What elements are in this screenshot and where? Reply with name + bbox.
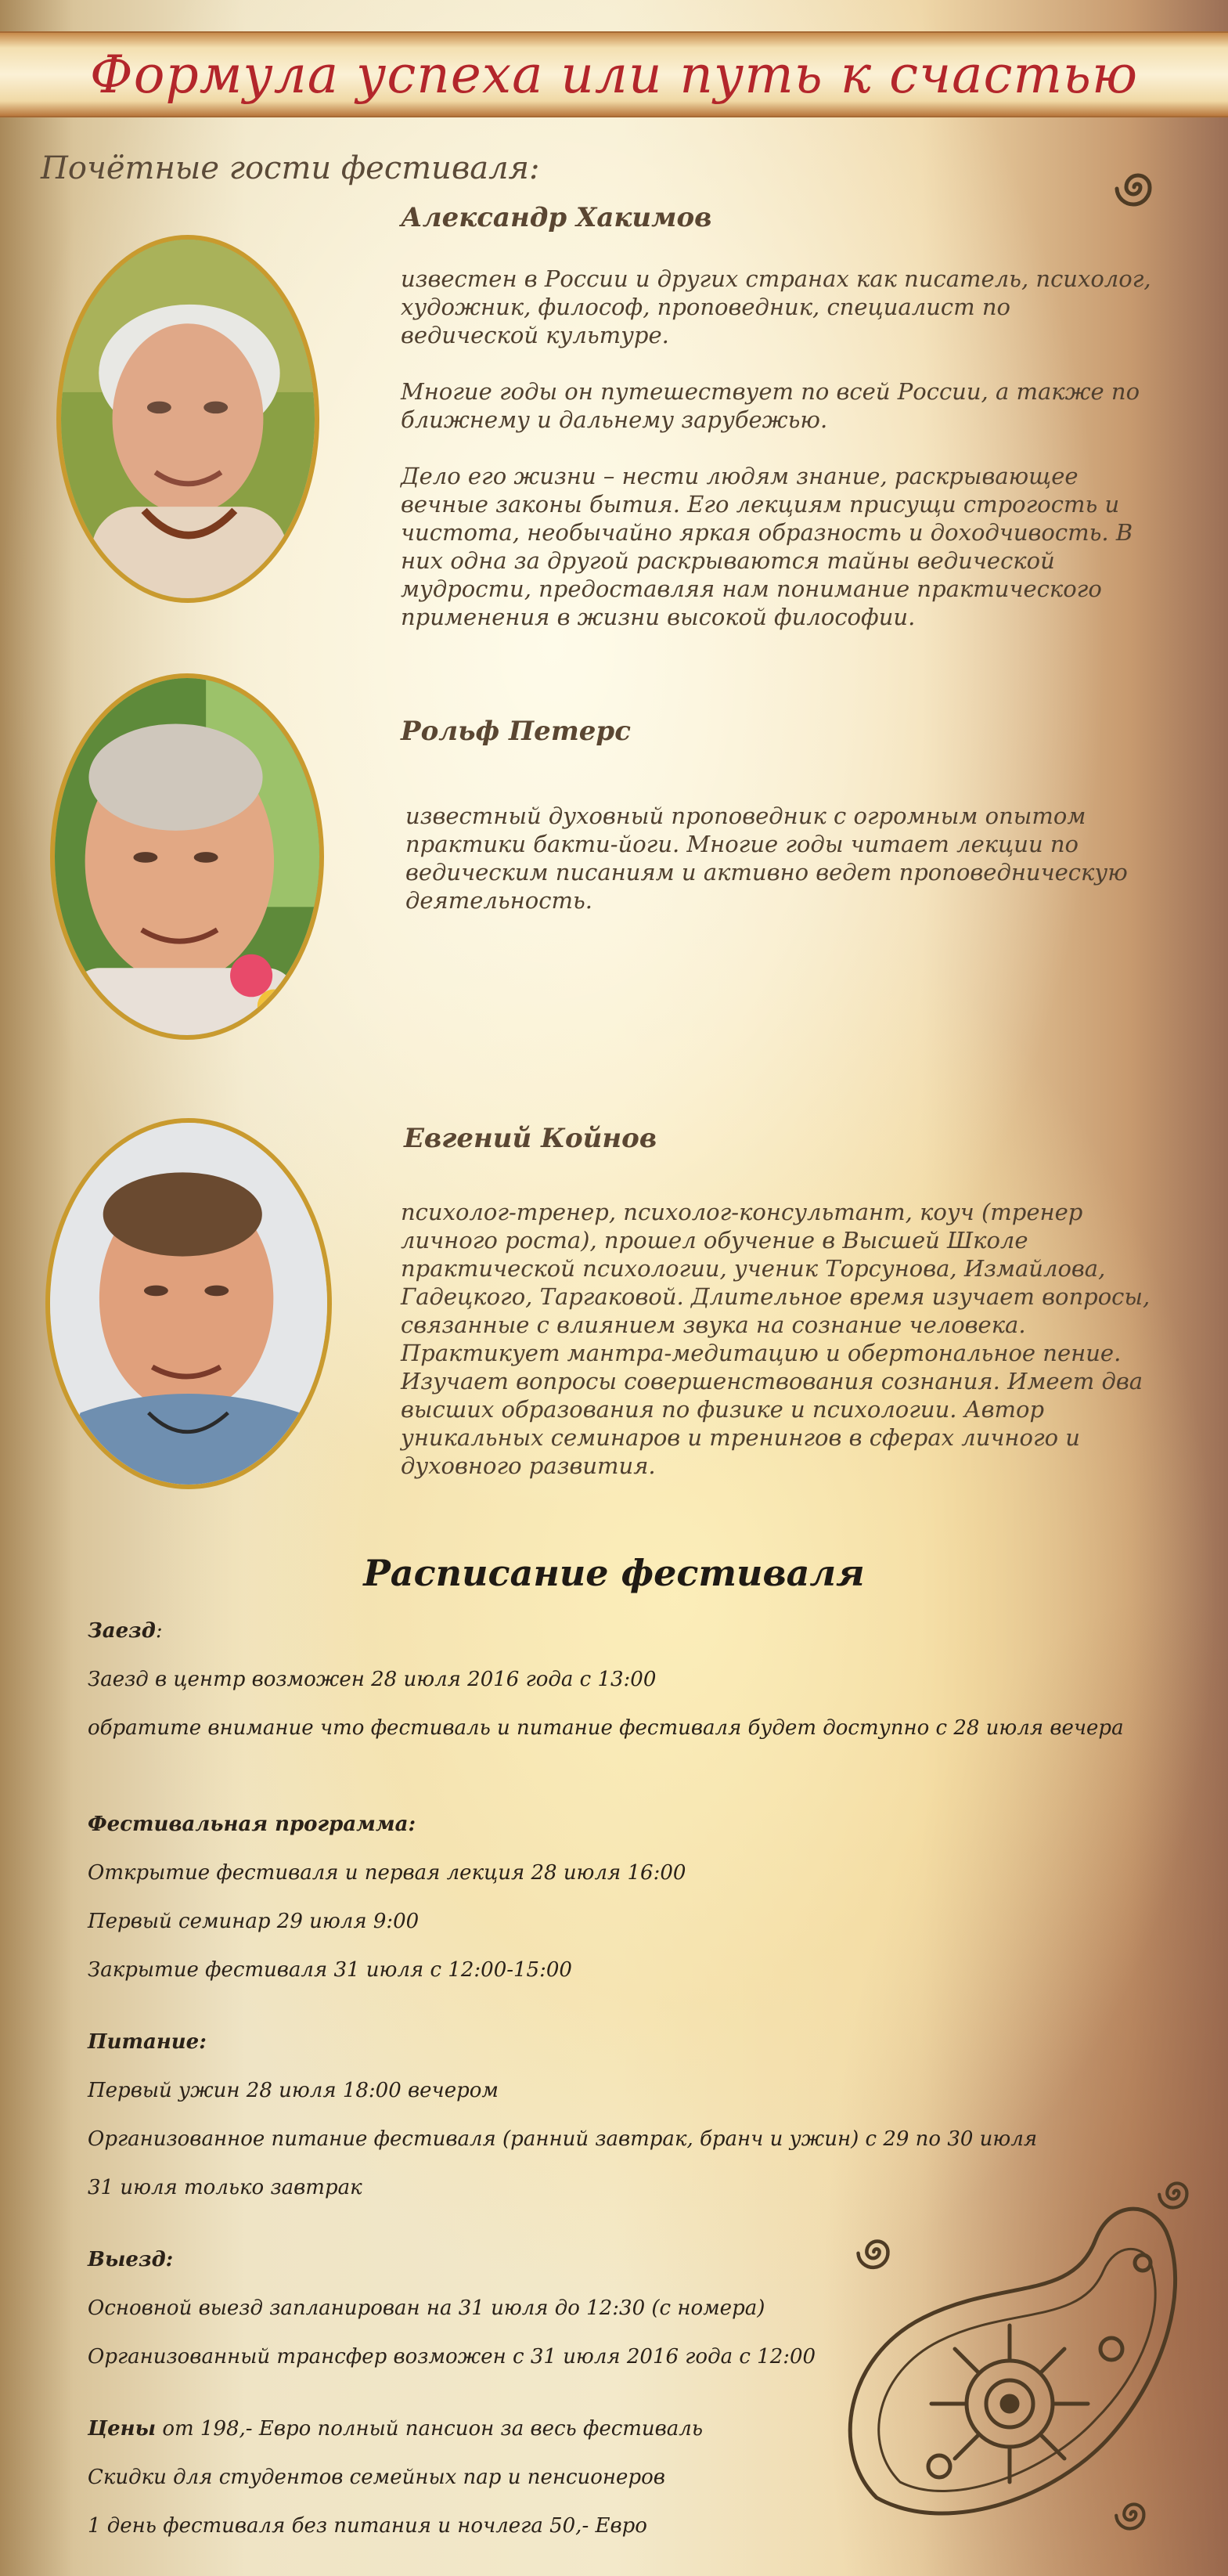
portrait-image <box>61 240 315 598</box>
schedule-line: 31 июля только завтрак <box>88 2176 362 2199</box>
guest-bio-khakimov <box>401 265 1152 631</box>
schedule-line: Первый ужин 28 июля 18:00 вечером <box>88 2079 499 2102</box>
guest-photo-koinov <box>45 1118 332 1489</box>
schedule-heading-departure: Выезд: <box>88 2248 174 2271</box>
swirl-ornament-icon <box>853 2230 900 2274</box>
schedule-line: Скидки для студентов семейных пар и пенсионеров <box>88 2466 665 2489</box>
bio-paragraph: известный духовный проповедник с огромным опытом практики бакти-йоги. Многие годы читает лекции по ведическим писаниям и активно ведет проповедническую деятельность. <box>405 803 1128 914</box>
bio-paragraph: психолог-тренер, психолог-консультант, коуч (тренер личного роста), прошел обучение в Высшей Школе практической психологии, ученик Торсунова, Измайлова, Гадецкого, Таргаковой. Длительное время изучает вопросы, связанные с влиянием звука на сознание человека. Практикует мантра-медитацию и обертональное пение. Изучает вопросы совершенствования сознания. Имеет два высших образования по физике и психологии. Автор уникальных семинаров и тренингов в сферах личного и духовного развития. <box>401 1199 1151 1479</box>
schedule-line: 1 день фестиваля без питания и ночлега 50,- Евро <box>88 2514 647 2538</box>
schedule-line: обратите внимание что фестиваль и питание фестиваля будет доступно с 28 июля вечера <box>88 1716 1124 1740</box>
schedule-heading-arrival: Заезд: <box>88 1619 163 1643</box>
schedule-line: Организованный трансфер возможен с 31 июля 2016 года с 12:00 <box>88 2345 816 2369</box>
schedule-heading-prices: Цены от 198,- Евро полный пансион за весь фестиваль <box>88 2417 704 2441</box>
schedule-line: Первый семинар 29 июля 9:00 <box>88 1910 420 1933</box>
guest-photo-peters <box>50 673 324 1040</box>
swirl-ornament-icon <box>1154 2173 1198 2213</box>
bio-paragraph: известен в России и других странах как писатель, психолог, художник, философ, проповедник, специалист по ведической культуре. <box>401 265 1151 348</box>
schedule-line: Закрытие фестиваля 31 июля с 12:00-15:00 <box>88 1958 572 1982</box>
guest-name-peters: Рольф Петерс <box>401 716 631 747</box>
page-title: Формула успеха или путь к счастью <box>89 44 1139 105</box>
paisley-ornament-icon <box>814 2169 1205 2545</box>
bio-paragraph: Многие годы он путешествует по всей России, а также по ближнему и дальнему зарубежью. <box>401 378 1140 433</box>
guest-name-khakimov: Александр Хакимов <box>401 202 712 233</box>
schedule-line: Организованное питание фестиваля (ранний завтрак, бранч и ужин) с 29 по 30 июля <box>88 2127 1038 2151</box>
title-banner <box>0 31 1228 117</box>
guest-bio-peters <box>405 802 1133 915</box>
guest-bio-koinov <box>401 1198 1152 1480</box>
swirl-ornament-icon <box>1111 2494 1155 2535</box>
bio-paragraph: Дело его жизни – нести людям знание, раскрывающее вечные законы бытия. Его лекциям присущи строгость и чистота, необычайно яркая образность и доходчивость. В них одна за другой раскрываются тайны ведической мудрости, предоставляя нам понимание практического применения в жизни высокой философии. <box>401 463 1133 630</box>
schedule-line: Открытие фестиваля и первая лекция 28 июля 16:00 <box>88 1861 686 1885</box>
portrait-image <box>50 1123 327 1485</box>
guest-name-koinov: Евгений Койнов <box>404 1123 657 1154</box>
schedule-heading-food: Питание: <box>88 2030 207 2054</box>
schedule-title: Расписание фестиваля <box>363 1552 865 1594</box>
schedule-line: Основной выезд запланирован на 31 июля до 12:30 (с номера) <box>88 2296 765 2320</box>
swirl-ornament-icon <box>1111 163 1163 211</box>
portrait-image <box>55 678 319 1035</box>
schedule-line: Заезд в центр возможен 28 июля 2016 года с 13:00 <box>88 1668 657 1691</box>
guest-photo-khakimov <box>56 235 319 603</box>
schedule-heading-program: Фестивальная программа: <box>88 1813 416 1836</box>
guests-heading: Почётные гости фестиваля: <box>41 150 540 186</box>
